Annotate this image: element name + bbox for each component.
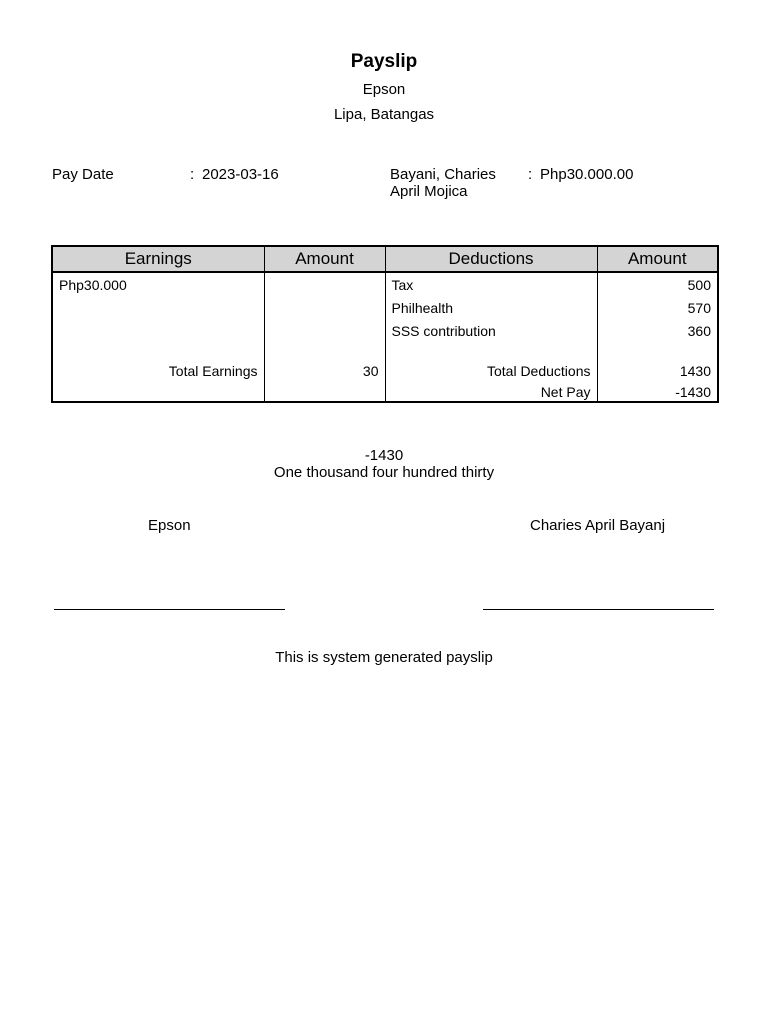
earnings-header: Earnings <box>52 246 264 272</box>
deduction-amount: 500 <box>597 272 718 296</box>
deduction-amount: 570 <box>597 296 718 319</box>
table-row <box>52 272 718 296</box>
total-earnings-value: 30 <box>264 359 385 382</box>
salary-value: Php30.000.00 <box>540 166 634 183</box>
table-header-row <box>52 246 718 272</box>
net-amount: -1430 <box>364 447 404 464</box>
table-row <box>52 319 718 342</box>
salary-separator: : <box>528 166 533 183</box>
company-address: Lipa, Batangas <box>333 106 435 123</box>
totals-row <box>52 359 718 382</box>
earnings-item-amount <box>264 272 385 296</box>
employer-signature-line <box>54 609 285 610</box>
employee-signature-line <box>483 609 714 610</box>
earnings-amount-header: Amount <box>264 246 385 272</box>
table-row <box>52 296 718 319</box>
employee-signature-name: Charies April Bayanj <box>530 517 666 534</box>
spacer-row <box>52 342 718 359</box>
net-pay-row <box>52 382 718 402</box>
total-deductions-label: Total Deductions <box>385 359 597 382</box>
company-name: Epson <box>362 81 406 98</box>
net-amount-words: One thousand four hundred thirty <box>273 464 495 481</box>
net-pay-label: Net Pay <box>385 382 597 402</box>
deduction-amount: 360 <box>597 319 718 342</box>
deductions-amount-header: Amount <box>597 246 718 272</box>
pay-date-value: 2023-03-16 <box>202 166 279 183</box>
employer-signature-name: Epson <box>148 517 191 534</box>
earnings-item: Php30.000 <box>52 272 264 296</box>
pay-date-label: Pay Date <box>52 166 114 183</box>
deduction-label: Philhealth <box>385 296 597 319</box>
net-pay-value: -1430 <box>597 382 718 402</box>
total-deductions-value: 1430 <box>597 359 718 382</box>
deduction-label: SSS contribution <box>385 319 597 342</box>
deduction-label: Tax <box>385 272 597 296</box>
total-earnings-label: Total Earnings <box>52 359 264 382</box>
footer-note: This is system generated payslip <box>275 649 493 666</box>
employee-name: Bayani, Charies April Mojica <box>390 166 496 200</box>
deductions-header: Deductions <box>385 246 597 272</box>
page-title: Payslip <box>350 51 418 72</box>
pay-date-separator: : <box>190 166 195 183</box>
payslip-table <box>51 245 719 403</box>
